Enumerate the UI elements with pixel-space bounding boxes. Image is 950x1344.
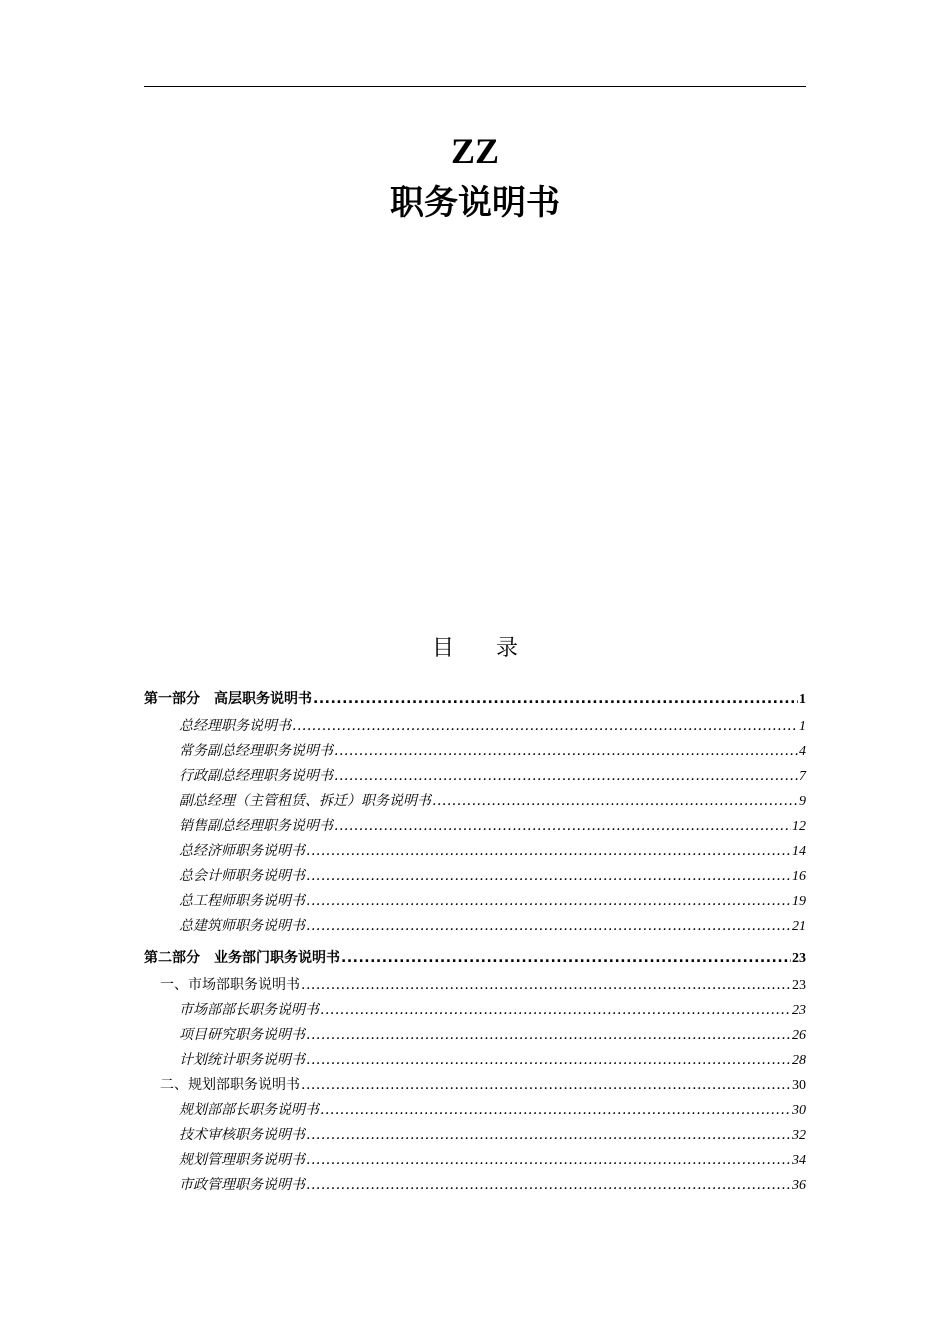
toc-entry-label: 常务副总经理职务说明书 (179, 743, 333, 759)
table-of-contents (144, 680, 806, 1198)
toc-entry-page: 26 (792, 1028, 806, 1043)
document-title: 职务说明书 (390, 183, 560, 223)
toc-entry-label: 市场部部长职务说明书 (179, 1002, 319, 1018)
toc-dot-leader (306, 1148, 791, 1173)
toc-entry[interactable] (144, 814, 806, 839)
toc-dot-leader (313, 684, 798, 714)
toc-entry-page: 23 (792, 978, 806, 993)
toc-entry-page: 7 (799, 769, 806, 784)
toc-entry-label: 市政管理职务说明书 (179, 1177, 305, 1193)
toc-entry[interactable] (144, 739, 806, 764)
toc-entry-label: 总经济师职务说明书 (179, 843, 305, 859)
toc-dot-leader (341, 943, 791, 973)
toc-dot-leader (320, 998, 791, 1023)
toc-entry-page: 4 (799, 744, 806, 759)
toc-entry-page: 28 (792, 1053, 806, 1068)
toc-entry-label: 第一部分 高层职务说明书 (144, 691, 312, 707)
toc-entry-label: 技术审核职务说明书 (179, 1127, 305, 1143)
toc-entry[interactable] (144, 1173, 806, 1198)
toc-entry[interactable] (144, 998, 806, 1023)
toc-dot-leader (306, 839, 791, 864)
toc-dot-leader (334, 764, 798, 789)
toc-entry[interactable] (144, 1098, 806, 1123)
toc-entry[interactable] (144, 1148, 806, 1173)
toc-entry-page: 36 (792, 1178, 806, 1193)
toc-entry-label: 第二部分 业务部门职务说明书 (144, 950, 340, 966)
toc-dot-leader (306, 1023, 791, 1048)
toc-entry-label: 计划统计职务说明书 (179, 1052, 305, 1068)
toc-entry[interactable] (144, 864, 806, 889)
toc-entry[interactable] (144, 1023, 806, 1048)
toc-entry-page: 9 (799, 794, 806, 809)
toc-entry-page: 32 (792, 1128, 806, 1143)
toc-entry-page: 1 (799, 692, 806, 707)
toc-entry-label: 总会计师职务说明书 (179, 868, 305, 884)
toc-entry[interactable] (144, 943, 806, 973)
toc-entry-page: 14 (792, 844, 806, 859)
toc-dot-leader (320, 1098, 791, 1123)
toc-entry-page: 23 (792, 951, 806, 966)
toc-dot-leader (306, 864, 791, 889)
toc-entry[interactable] (144, 839, 806, 864)
toc-entry-page: 19 (792, 894, 806, 909)
toc-entry-label: 总工程师职务说明书 (179, 893, 305, 909)
title-block (144, 126, 806, 230)
toc-entry[interactable] (144, 1073, 806, 1098)
toc-entry-page: 12 (792, 819, 806, 834)
toc-dot-leader (306, 1123, 791, 1148)
toc-dot-leader (306, 1048, 791, 1073)
toc-dot-leader (301, 973, 791, 998)
toc-entry[interactable] (144, 914, 806, 939)
toc-entry[interactable] (144, 789, 806, 814)
toc-dot-leader (432, 789, 798, 814)
toc-entry-label: 规划部部长职务说明书 (179, 1102, 319, 1118)
toc-entry-label: 行政副总经理职务说明书 (179, 768, 333, 784)
toc-entry[interactable] (144, 1048, 806, 1073)
toc-dot-leader (306, 889, 791, 914)
toc-entry[interactable] (144, 973, 806, 998)
toc-entry-label: 副总经理（主管租赁、拆迁）职务说明书 (179, 793, 431, 809)
company-name: ZZ (450, 131, 500, 171)
toc-entry[interactable] (144, 1123, 806, 1148)
toc-entry-label: 总经理职务说明书 (179, 718, 291, 734)
toc-entry-page: 23 (792, 1003, 806, 1018)
toc-dot-leader (334, 814, 791, 839)
toc-entry-page: 30 (792, 1103, 806, 1118)
toc-entry-page: 21 (792, 919, 806, 934)
toc-entry[interactable] (144, 764, 806, 789)
toc-entry-page: 30 (792, 1078, 806, 1093)
toc-dot-leader (292, 714, 798, 739)
toc-entry-label: 总建筑师职务说明书 (179, 918, 305, 934)
toc-dot-leader (334, 739, 798, 764)
toc-dot-leader (306, 914, 791, 939)
toc-entry-label: 项目研究职务说明书 (179, 1027, 305, 1043)
toc-entry[interactable] (144, 714, 806, 739)
toc-heading: 目录 (431, 636, 560, 661)
toc-dot-leader (301, 1073, 791, 1098)
toc-entry-label: 规划管理职务说明书 (179, 1152, 305, 1168)
header-rule (144, 86, 806, 87)
toc-entry-page: 34 (792, 1153, 806, 1168)
toc-entry-label: 二、规划部职务说明书 (160, 1077, 300, 1093)
toc-dot-leader (306, 1173, 791, 1198)
toc-entry-label: 一、市场部职务说明书 (160, 977, 300, 993)
toc-entry-page: 1 (799, 719, 806, 734)
toc-entry[interactable] (144, 889, 806, 914)
toc-entry[interactable] (144, 684, 806, 714)
toc-entry-label: 销售副总经理职务说明书 (179, 818, 333, 834)
toc-entry-page: 16 (792, 869, 806, 884)
